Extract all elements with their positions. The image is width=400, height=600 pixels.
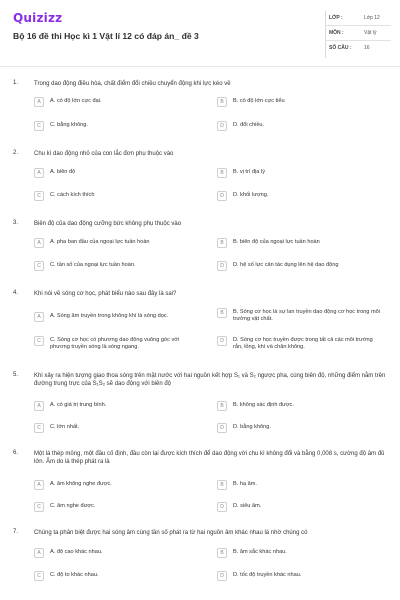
quizizz-logo: Quizizz xyxy=(13,11,63,25)
option-text: C. lớn nhất. xyxy=(50,424,80,430)
meta-label: LỚP : xyxy=(329,15,343,21)
option-letter-box: B xyxy=(217,401,227,411)
option-text: C. tần số của ngoại lực tuần hoàn. xyxy=(50,262,136,268)
option-letter-box: D xyxy=(217,571,227,581)
option-text: A. có giá trị trung bình. xyxy=(50,402,107,408)
document-title: Bộ 16 đề thi Học kì 1 Vật lí 12 có đáp án_ đề 3 xyxy=(13,31,199,41)
meta-info-box xyxy=(325,11,391,58)
option-text: D. Sóng cơ học truyền được trong tất cả các môi trường rắn, lỏng, khí và chân không. xyxy=(233,337,373,350)
option-letter-box: A xyxy=(34,401,44,411)
question-text: Khi xảy ra hiện tượng giao thoa sóng trên mặt nước với hai nguồn kết hợp S₁ và S₂ ngược pha, cùng biên độ, những điểm nằm trên đường trung trực của S₁S₂ sẽ dao động với biên độ xyxy=(34,373,386,387)
option-text: D. đổi chiều. xyxy=(233,122,265,128)
option-letter-box: B xyxy=(217,480,227,490)
question-number: 7. xyxy=(13,529,19,535)
option-text: A. âm không nghe được. xyxy=(50,481,112,487)
option-text: C. Sóng cơ học có phương dao động vuông góc với phương truyền sóng là sóng ngang. xyxy=(50,337,180,350)
option-letter-box: B xyxy=(217,548,227,558)
question-text: Khi nói về sóng cơ học, phát biểu nào sau đây là sai? xyxy=(34,291,177,297)
option-letter-box: A xyxy=(34,548,44,558)
option-letter-box: A xyxy=(34,480,44,490)
option-letter-box: D xyxy=(217,261,227,271)
question-text: Trong dao động điều hòa, chất điểm đổi chiều chuyển động khi lực kéo về xyxy=(34,81,231,87)
option-letter-box: C xyxy=(34,191,44,201)
option-letter-box: D xyxy=(217,423,227,433)
question-number: 2. xyxy=(13,150,19,156)
meta-value: Vật lý xyxy=(364,30,377,36)
option-text: B. không xác định được. xyxy=(233,402,294,408)
option-letter-box: B xyxy=(217,97,227,107)
option-text: A. biên độ xyxy=(50,169,76,175)
question-text: Biên độ của dao động cưỡng bức không phụ thuộc vào xyxy=(34,221,182,227)
question-text: Chu kì dao động nhỏ của con lắc đơn phụ thuộc vào xyxy=(34,151,174,157)
meta-row-count xyxy=(325,41,391,56)
option-text: C. âm nghe được. xyxy=(50,503,96,509)
option-text: B. vị trí địa lý xyxy=(233,169,266,175)
meta-label: MÔN : xyxy=(329,30,344,36)
option-letter-box: C xyxy=(34,121,44,131)
option-text: C. cách kích thích xyxy=(50,192,95,198)
question-number: 5. xyxy=(13,372,19,378)
option-text: D. siêu âm. xyxy=(233,503,262,509)
meta-label: SỐ CÂU : xyxy=(329,45,352,51)
option-letter-box: B xyxy=(217,238,227,248)
option-text: B. có độ lớn cực tiểu xyxy=(233,98,285,104)
option-letter-box: A xyxy=(34,97,44,107)
option-text: A. Sóng âm truyền trong không khí là sóng dọc. xyxy=(50,313,169,319)
option-letter-box: B xyxy=(217,168,227,178)
option-letter-box: A xyxy=(34,168,44,178)
option-text: C. bằng không. xyxy=(50,122,88,128)
header-divider xyxy=(0,66,400,67)
option-text: A. pha ban đầu của ngoại lực tuần hoàn xyxy=(50,239,150,245)
option-text: B. Sóng cơ học là sự lan truyền dao động cơ học trong môi trường vật chất. xyxy=(233,309,380,322)
option-letter-box: C xyxy=(34,571,44,581)
meta-row-class xyxy=(325,11,391,26)
option-text: B. âm sắc khác nhau. xyxy=(233,549,287,555)
option-letter-box: D xyxy=(217,121,227,131)
question-text: Một lá thép mỏng, một đầu cố định, đầu còn lại được kích thích để dao động với chu kì không đổi và bằng 0,008 s, cường độ âm đủ lớn. Âm do lá thép phát ra là xyxy=(34,451,385,465)
option-letter-box: D xyxy=(217,336,227,346)
option-letter-box: C xyxy=(34,261,44,271)
option-text: C. độ to khác nhau. xyxy=(50,572,99,578)
option-letter-box: C xyxy=(34,336,44,346)
option-letter-box: D xyxy=(217,502,227,512)
question-number: 1. xyxy=(13,80,19,86)
option-text: D. hệ số lực cản tác dụng lên hệ dao động xyxy=(233,262,339,268)
option-letter-box: C xyxy=(34,502,44,512)
option-letter-box: A xyxy=(34,238,44,248)
question-number: 3. xyxy=(13,220,19,226)
question-text: Chúng ta phân biệt được hai sóng âm cùng tần số phát ra từ hai nguồn âm khác nhau là nhờ chúng có xyxy=(34,530,308,536)
option-text: A. độ cao khác nhau. xyxy=(50,549,103,555)
meta-value: 16 xyxy=(364,45,370,51)
option-letter-box: C xyxy=(34,423,44,433)
option-letter-box: D xyxy=(217,191,227,201)
option-text: D. bằng không. xyxy=(233,424,271,430)
option-text: B. biên độ của ngoại lực tuần hoàn xyxy=(233,239,320,245)
meta-value: Lớp 12 xyxy=(364,15,380,21)
meta-row-subject xyxy=(325,26,391,41)
option-text: D. tốc độ truyền khác nhau. xyxy=(233,572,302,578)
option-letter-box: B xyxy=(217,308,227,318)
option-text: D. khối lượng. xyxy=(233,192,269,198)
option-text: B. hạ âm. xyxy=(233,481,257,487)
question-number: 6. xyxy=(13,450,19,456)
option-letter-box: A xyxy=(34,312,44,322)
option-text: A. có độ lớn cực đại. xyxy=(50,98,102,104)
question-number: 4. xyxy=(13,290,19,296)
